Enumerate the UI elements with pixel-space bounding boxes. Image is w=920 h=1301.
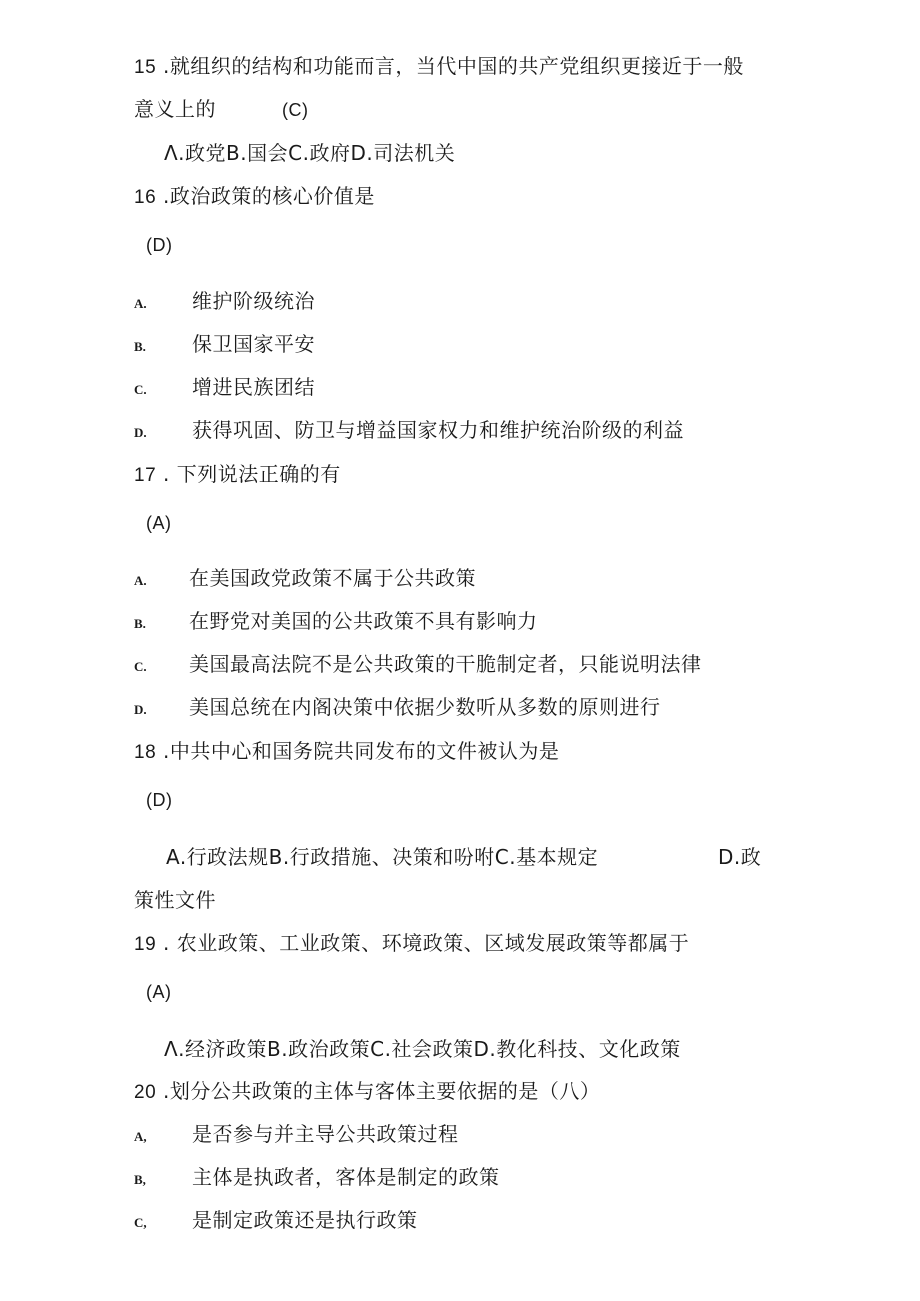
q18-option-d-part1: D.政 (718, 845, 762, 869)
q20-option-c-text: 是制定政策还是执行政策 (192, 1208, 418, 1232)
q15-number: 15 (134, 57, 157, 78)
q16-stem (134, 183, 375, 211)
q17-option-d-label: D. (134, 702, 147, 717)
q20-stem-text: .划分公共政策的主体与客体主要依据的是（八） (163, 1079, 601, 1103)
q18-number: 18 (134, 742, 157, 763)
q17-option-a-label: A. (134, 573, 147, 588)
q16-option-c-label: C. (134, 382, 147, 397)
q15-options: Λ.政党B.国会C.政府D.司法机关 (164, 141, 456, 165)
q18-stem-text: .中共中心和国务院共同发布的文件被认为是 (163, 739, 560, 763)
q16-stem-text: .政治政策的核心价值是 (163, 184, 375, 208)
q17-answer: (A) (146, 513, 172, 533)
q19-stem-text: . 农业政策、工业政策、环境政策、区域发展政策等都属于 (163, 931, 690, 955)
q20-stem (134, 1078, 600, 1106)
q18-option-d-part2: 策性文件 (134, 888, 216, 912)
q18-answer: (D) (146, 790, 173, 810)
q17-stem (134, 461, 341, 489)
q15-stem-text: .就组织的结构和功能而言，当代中国的共产党组织更接近于一般 (163, 54, 744, 78)
q19-number: 19 (134, 934, 157, 955)
q19-stem (134, 930, 689, 958)
q17-option-c-label: C. (134, 659, 147, 674)
q17-option-a-text: 在美国政党政策不属于公共政策 (189, 566, 476, 590)
q20-option-b-label: B, (134, 1172, 146, 1187)
q20-option-c-label: C, (134, 1215, 147, 1230)
q16-number: 16 (134, 187, 157, 208)
q16-option-b-text: 保卫国家平安 (192, 332, 315, 356)
q15-stem-line1 (134, 53, 744, 81)
q15-stem-line2 (134, 96, 216, 122)
q17-option-d-text: 美国总统在内阁决策中依据少数听从多数的原则进行 (189, 695, 661, 719)
q16-option-c-text: 增进民族团结 (192, 375, 315, 399)
q17-option-b-text: 在野党对美国的公共政策不具有影响力 (189, 609, 538, 633)
q20-option-a-label: A, (134, 1129, 147, 1144)
q15-stem-text-2: 意义上的 (134, 97, 216, 121)
q16-option-a-text: 维护阶级统治 (192, 289, 315, 313)
q16-option-d-text: 获得巩固、防卫与增益国家权力和维护统治阶级的利益 (192, 418, 684, 442)
q16-answer: (D) (146, 235, 173, 255)
q16-option-d-label: D. (134, 425, 147, 440)
q17-option-b-label: B. (134, 616, 146, 631)
q16-option-b-label: B. (134, 339, 146, 354)
q17-option-c-text: 美国最高法院不是公共政策的干脆制定者，只能说明法律 (189, 652, 702, 676)
q20-number: 20 (134, 1082, 157, 1103)
q17-number: 17 (134, 465, 157, 486)
q19-answer: (A) (146, 982, 172, 1002)
q20-option-a-text: 是否参与并主导公共政策过程 (192, 1122, 459, 1146)
q16-option-a-label: A. (134, 296, 147, 311)
q18-stem (134, 738, 559, 766)
q20-option-b-text: 主体是执政者，客体是制定的政策 (192, 1165, 500, 1189)
q19-options: Λ.经济政策B.政治政策C.社会政策D.教化科技、文化政策 (164, 1037, 681, 1061)
q18-options: A.行政法规B.行政措施、决策和吩咐C.基本规定 (166, 845, 599, 869)
q17-stem-text: . 下列说法正确的有 (163, 462, 341, 486)
q15-answer: (C) (282, 100, 309, 120)
